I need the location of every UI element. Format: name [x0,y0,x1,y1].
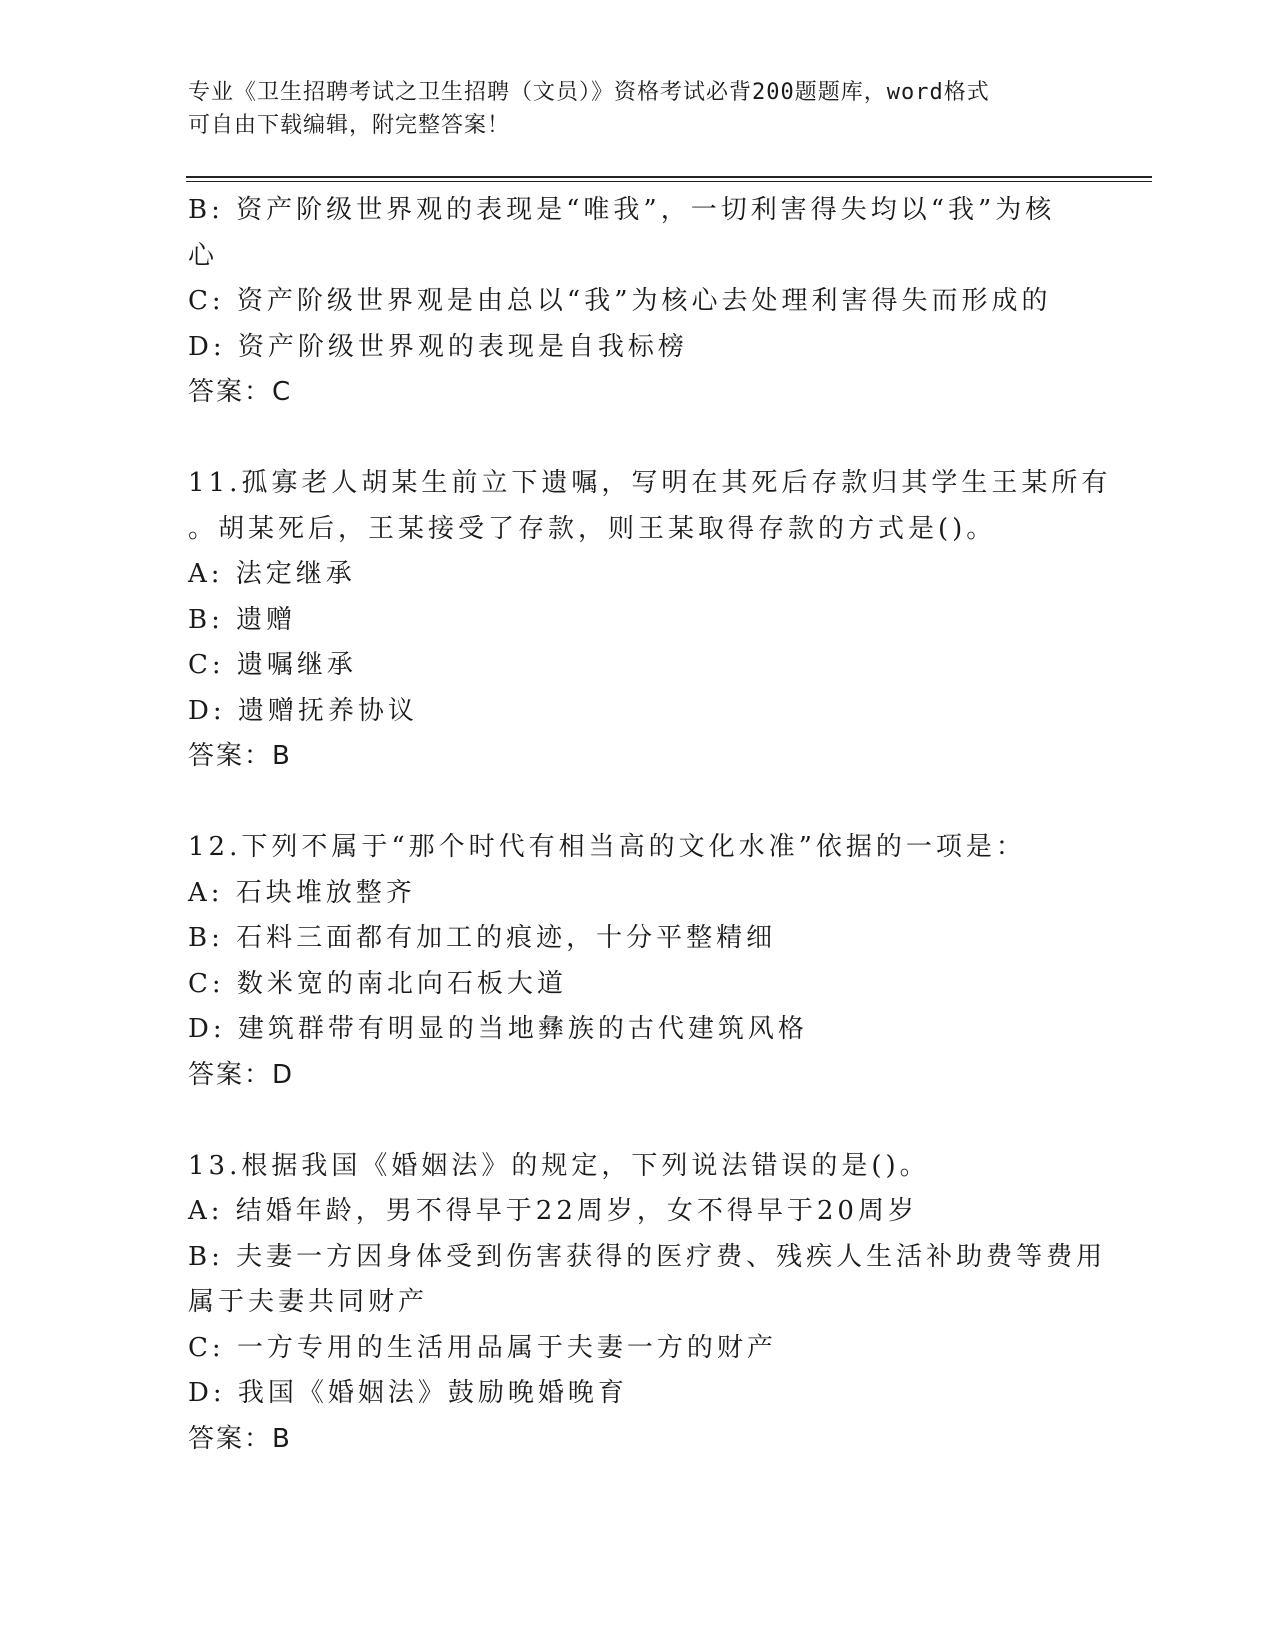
option-a: A: 法定继承 [188,559,356,589]
spacer [188,780,1088,826]
option-d: D: 遗赠抚养协议 [188,695,418,726]
document-header [188,76,1068,142]
spacer [188,1098,1088,1144]
question-stem-line-2: 。胡某死后，王某接受了存款，则王某取得存款的方式是()。 [188,513,997,544]
option-c: C: 遗嘱继承 [188,650,357,680]
option-d: D: 建筑群带有明显的当地彝族的古代建筑风格 [188,1014,808,1044]
option-b-line-2: 属于夫妻共同财产 [188,1287,429,1317]
answer: 答案：B [188,1423,292,1454]
spacer [188,416,1088,462]
question-stem-line-1: 11.孤寡老人胡某生前立下遗嘱，写明在其死后存款归其学生王某所有 [188,468,1112,498]
header-line-1: 专业《卫生招聘考试之卫生招聘（文员）》资格考试必背200题题库，word格式 [188,80,990,105]
answer: 答案：C [188,377,293,407]
answer: 答案：B [188,741,292,771]
option-b-line-1: B: 资产阶级世界观的表现是“唯我”，一切利害得失均以“我”为核 [188,195,1056,225]
answer: 答案：D [188,1059,295,1090]
option-c: C: 数米宽的南北向石板大道 [188,968,567,999]
question-block-12 [188,825,1088,1098]
question-stem: 12.下列不属于“那个时代有相当高的文化水准”依据的一项是： [188,832,1026,862]
option-c: C: 一方专用的生活用品属于夫妻一方的财产 [188,1332,777,1363]
question-block-13 [188,1144,1107,1463]
option-c: C: 资产阶级世界观是由总以“我”为核心去处理利害得失而形成的 [188,286,1052,316]
question-stem: 13.根据我国《婚姻法》的规定，下列说法错误的是()。 [188,1150,930,1181]
option-b: B: 石料三面都有加工的痕迹，十分平整精细 [188,923,777,953]
question-block-prev [188,188,1088,416]
header-line-2: 可自由下载编辑，附完整答案！ [188,113,511,138]
header-divider-thin [186,181,1152,182]
option-a: A: 石块堆放整齐 [188,877,416,908]
option-d: D: 我国《婚姻法》鼓励晚婚晚育 [188,1378,628,1408]
option-a: A: 结婚年龄，男不得早于22周岁，女不得早于20周岁 [188,1196,918,1226]
header-divider-thick [186,176,1152,178]
option-b-line-2: 心 [188,240,219,271]
option-d: D: 资产阶级世界观的表现是自我标榜 [188,331,688,362]
option-b-line-1: B: 夫妻一方因身体受到伤害获得的医疗费、残疾人生活补助费等费用 [188,1241,1107,1272]
option-b: B: 遗赠 [188,604,297,635]
question-block-11 [188,461,1112,780]
question-content [188,188,1112,1462]
